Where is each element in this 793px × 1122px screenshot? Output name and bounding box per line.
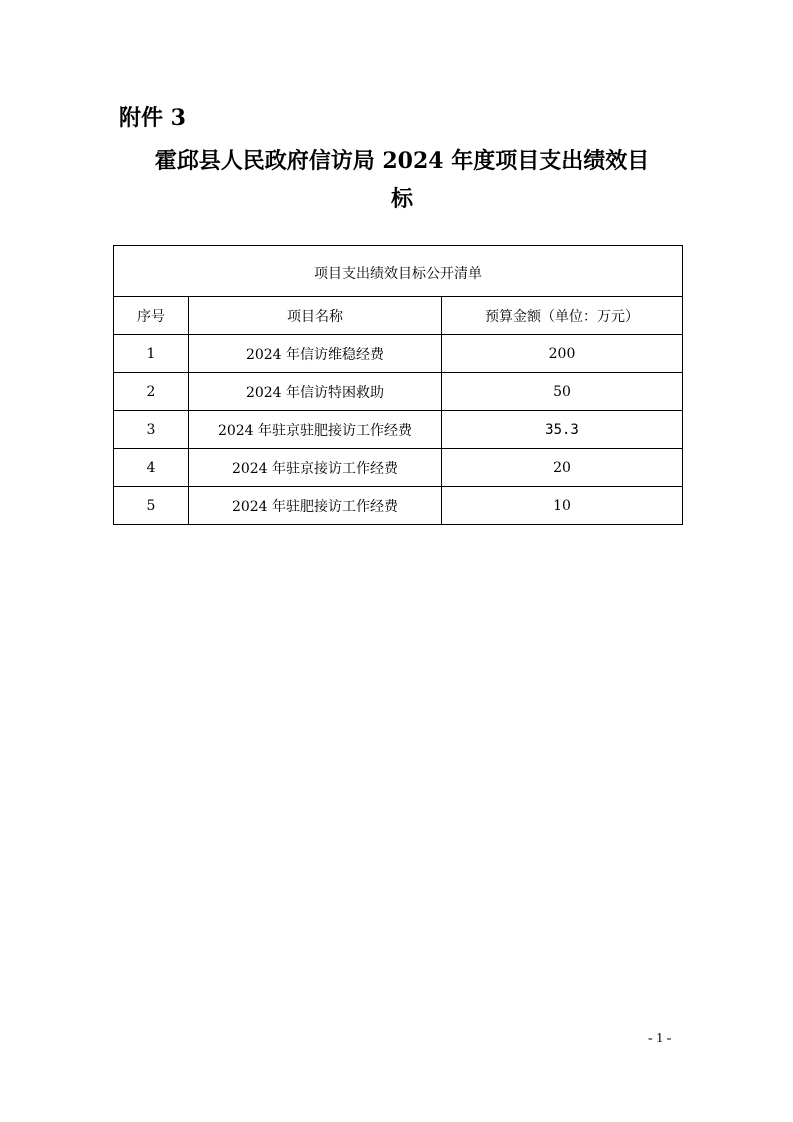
budget-table	[113, 245, 683, 525]
row-project-name: 2024 年信访特困救助	[189, 373, 442, 411]
column-header-name: 项目名称	[189, 297, 442, 335]
row-no: 4	[114, 449, 189, 487]
table-row	[114, 411, 683, 449]
row-project-name: 2024 年驻京驻肥接访工作经费	[189, 411, 442, 449]
table-row	[114, 373, 683, 411]
row-amount: 10	[442, 487, 683, 525]
row-no: 1	[114, 335, 189, 373]
table-header-row	[114, 297, 683, 335]
row-no: 3	[114, 411, 189, 449]
document-title-line-1: 霍邱县人民政府信访局 2024 年度项目支出绩效目	[154, 148, 650, 174]
column-header-no: 序号	[114, 297, 189, 335]
row-project-name: 2024 年信访维稳经费	[189, 335, 442, 373]
row-amount: 20	[442, 449, 683, 487]
document-title-line-2: 标	[390, 186, 413, 212]
row-no: 2	[114, 373, 189, 411]
row-no: 5	[114, 487, 189, 525]
page-number: - 1 -	[648, 1031, 672, 1046]
column-header-amount: 预算金额（单位：万元）	[442, 297, 683, 335]
row-amount: 35.3	[442, 411, 683, 449]
attachment-label: 附件 3	[119, 105, 186, 131]
table-caption-row	[114, 246, 683, 297]
document-title	[122, 142, 682, 218]
table-caption: 项目支出绩效目标公开清单	[114, 246, 683, 297]
table-row	[114, 449, 683, 487]
table-row	[114, 487, 683, 525]
row-project-name: 2024 年驻肥接访工作经费	[189, 487, 442, 525]
row-project-name: 2024 年驻京接访工作经费	[189, 449, 442, 487]
row-amount: 200	[442, 335, 683, 373]
row-amount: 50	[442, 373, 683, 411]
table-row	[114, 335, 683, 373]
